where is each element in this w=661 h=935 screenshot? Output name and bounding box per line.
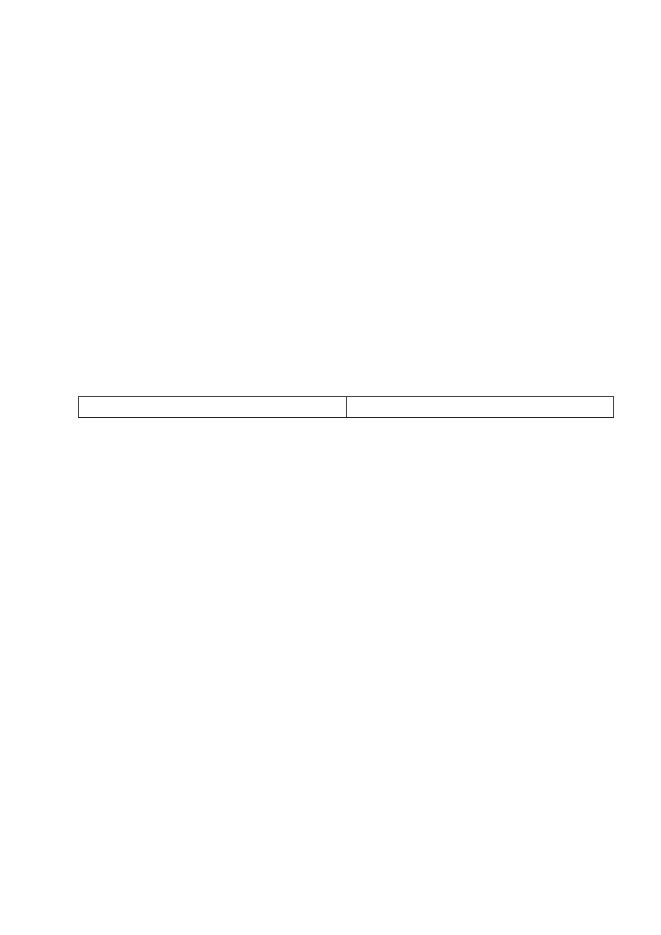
body-text-bottom: [78, 626, 613, 627]
column-header-mass: [346, 397, 614, 418]
column-header-product: [79, 397, 347, 418]
lab-sample-mass-table: [78, 396, 614, 418]
table-header-row: [79, 397, 614, 418]
